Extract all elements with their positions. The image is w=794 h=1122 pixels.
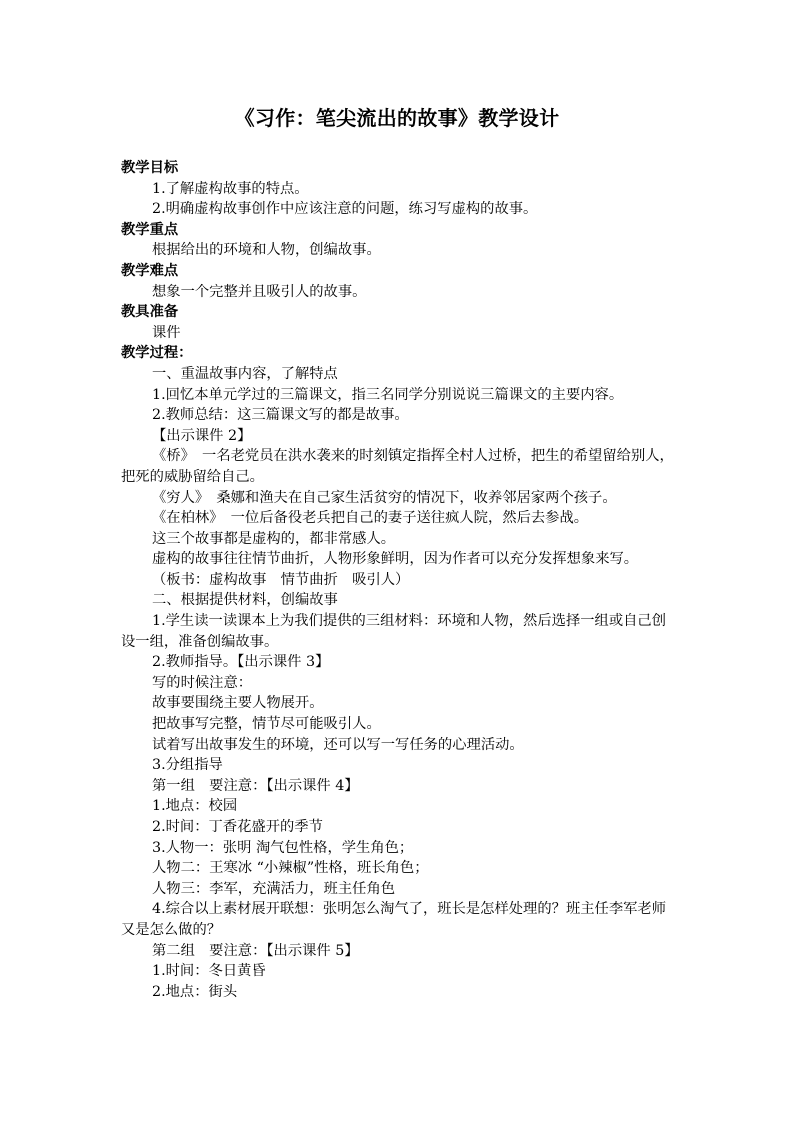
paragraph-line: 4.综合以上素材展开联想：张明怎么淘气了，班长是怎样处理的？班主任李军老师又是怎么做的？ [121,901,667,938]
paragraph-line: 《桥》 一名老党员在洪水袭来的时刻镇定指挥全村人过桥，把生的希望留给别人，把死的威胁留给自己。 [121,448,674,485]
paragraph-line: 课件 [152,324,181,341]
paragraph-line: 1.时间：冬日黄昏 [152,963,266,980]
paragraph-line: 根据给出的环境和人物，创编故事。 [152,242,381,259]
paragraph-line: 1.回忆本单元学过的三篇课文，指三名同学分别说说三篇课文的主要内容。 [152,386,624,403]
paragraph-line: 2.明确虚构故事创作中应该注意的问题，练习写虚构的故事。 [152,201,538,218]
paragraph-line: （板书：虚构故事 情节曲折 吸引人） [152,571,410,588]
paragraph-line: 第二组 要注意：【出示课件 5】 [152,942,359,959]
paragraph-line: 二、根据提供材料，创编故事 [152,592,338,609]
section-heading: 教学目标 [121,160,179,176]
paragraph-line: 写的时候注意： [152,674,253,691]
paragraph-line: 3.分组指导 [152,757,223,774]
paragraph-line: 想象一个完整并且吸引人的故事。 [152,283,367,300]
paragraph-line: 【出示课件 2】 [152,427,252,444]
section-heading: 教学过程： [121,345,193,362]
paragraph-line: 2.时间：丁香花盛开的季节 [152,819,323,835]
paragraph-line: 试着写出故事发生的环境，还可以写一写任务的心理活动。 [152,736,524,753]
paragraph-line: 故事要围绕主要人物展开。 [152,695,324,712]
paragraph-line: 虚构的故事往往情节曲折，人物形象鲜明，因为作者可以充分发挥想象来写。 [152,551,639,568]
document-title: 《习作：笔尖流出的故事》教学设计 [234,106,560,130]
section-heading: 教具准备 [121,304,179,321]
paragraph-line: 一、重温故事内容，了解特点 [152,365,338,382]
paragraph-line: 《在柏林》 一位后备役老兵把自己的妻子送往疯人院，然后去参战。 [152,510,589,527]
paragraph-line: 把故事写完整，情节尽可能吸引人。 [152,716,381,733]
paragraph-line: 1.了解虚构故事的特点。 [152,180,309,197]
paragraph-line: 1.学生读一读课本上为我们提供的三组材料：环境和人物，然后选择一组或自己创设一组，准备创编故事。 [121,613,667,650]
paragraph-line: 人物三：李军，充满活力，班主任角色 [152,880,396,897]
paragraph-line: 人物二：王寒冰 “小辣椒”性格，班长角色； [152,860,429,877]
document-body [121,158,675,1002]
paragraph-line: 2.教师总结：这三篇课文写的都是故事。 [152,407,409,424]
paragraph-line: 第一组 要注意：【出示课件 4】 [152,777,359,794]
section-heading: 教学重点 [121,221,179,238]
paragraph-line: 《穷人》 桑娜和渔夫在自己家生活贫穷的情况下，收养邻居家两个孩子。 [152,489,617,506]
section-heading: 教学难点 [121,262,179,279]
paragraph-line: 1.地点：校园 [152,798,238,815]
paragraph-line: 2.地点：街头 [152,983,238,1000]
paragraph-line: 这三个故事都是虚构的，都非常感人。 [152,530,396,547]
paragraph-line: 2.教师指导。【出示课件 3】 [152,654,330,671]
paragraph-line: 3.人物一：张明 淘气包性格，学生角色； [152,839,414,856]
